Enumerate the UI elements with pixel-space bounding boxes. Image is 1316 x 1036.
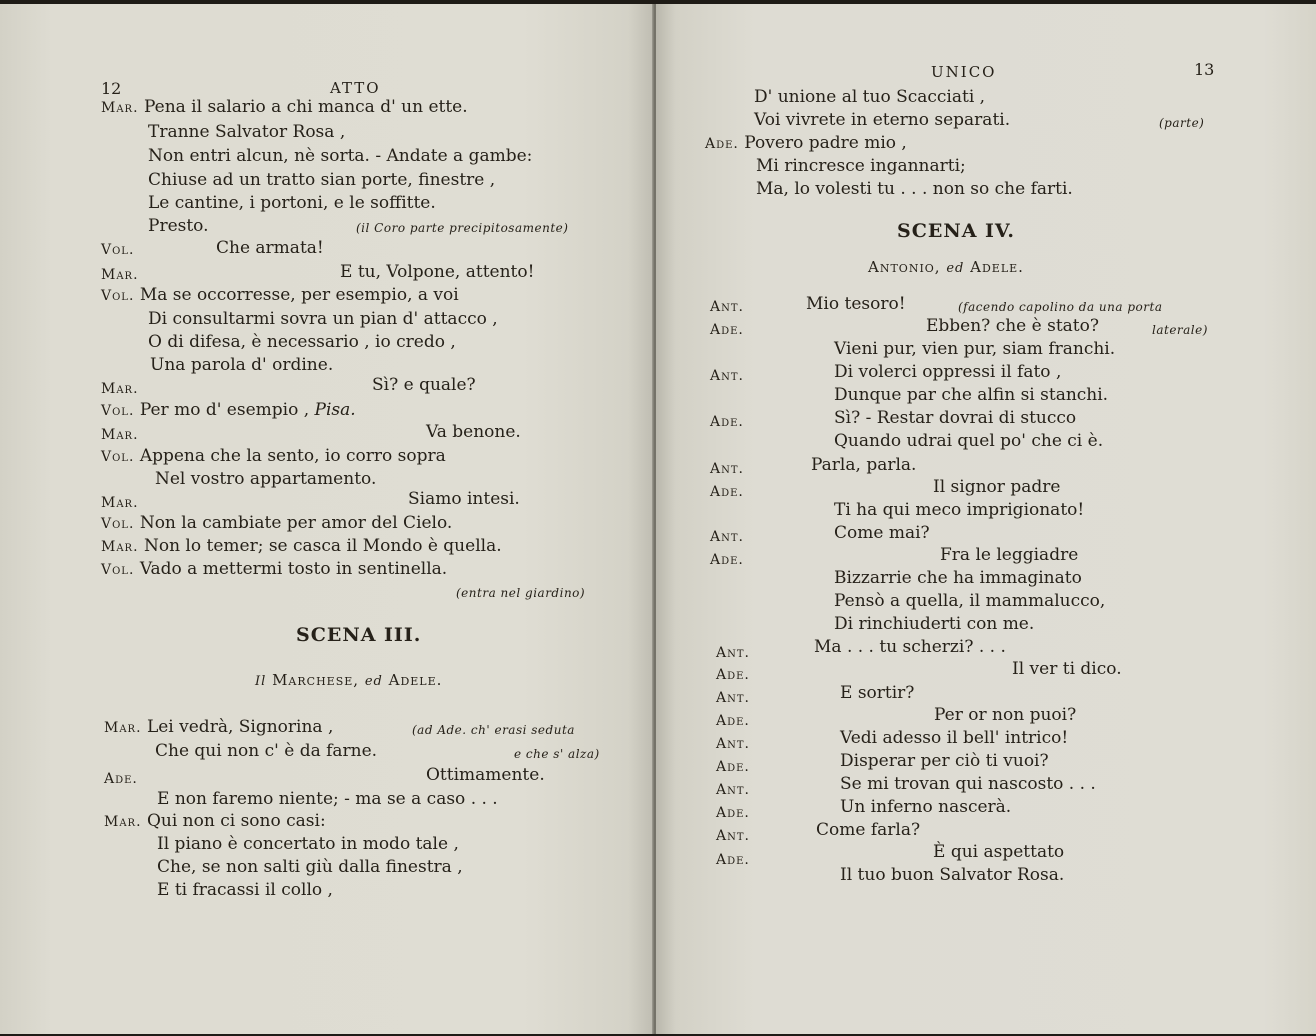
page-number: 12 (101, 79, 122, 98)
verse-line: Come mai? (834, 523, 930, 543)
verse-line: Vol. Appena che la sento, io corro sopra (101, 446, 446, 466)
verse-line: E sortir? (840, 683, 915, 703)
verse-line: Il tuo buon Salvator Rosa. (840, 865, 1065, 885)
scene-cast: Il Marchese, ed Adele. (255, 671, 443, 689)
speaker-label: Ade. (716, 852, 750, 868)
verse-line: Un inferno nascerà. (840, 797, 1012, 817)
speaker-label: Ade. (716, 667, 750, 683)
verse-line: Il signor padre (933, 477, 1061, 497)
verse-line: Ade. Povero padre mio , (705, 133, 907, 153)
stage-direction: e che s' alza) (514, 747, 600, 761)
verse-line: Vol. Per mo d' esempio , Pisa. (101, 400, 356, 420)
speaker-label: Mar. (101, 267, 139, 283)
verse-line: Che, se non salti giù dalla finestra , (157, 857, 463, 877)
verse-line: Vedi adesso il bell' intrico! (840, 728, 1069, 748)
verse-line: Disperar per ciò ti vuoi? (840, 751, 1049, 771)
speaker-label: Ade. (716, 759, 750, 775)
verse-line: Ebben? che è stato? (926, 316, 1099, 336)
verse-line: Quando udrai quel po' che ci è. (834, 431, 1104, 451)
speaker-label: Ade. (716, 805, 750, 821)
speaker-label: Mar. (101, 381, 139, 397)
verse-line: Fra le leggiadre (940, 545, 1079, 565)
verse-line: Mar. Non lo temer; se casca il Mondo è quella. (101, 536, 502, 556)
right-page (656, 4, 1316, 1034)
verse-line: Mio tesoro! (806, 294, 906, 314)
verse-line: Il piano è concertato in modo tale , (157, 834, 459, 854)
verse-line: Bizzarrie che ha immaginato (834, 568, 1082, 588)
scene-cast: Antonio, ed Adele. (868, 258, 1024, 276)
verse-line: Che armata! (216, 238, 324, 258)
verse-line: Vol. Ma se occorresse, per esempio, a voi (101, 285, 459, 305)
scene-heading: SCENA III. (296, 624, 422, 646)
verse-line: Mi rincresce ingannarti; (756, 156, 966, 176)
verse-line: Vol. Non la cambiate per amor del Cielo. (101, 513, 453, 533)
verse-line: Ottimamente. (426, 765, 545, 785)
speaker-label: Ant. (716, 828, 750, 844)
verse-line: Ma . . . tu scherzi? . . . (814, 637, 1006, 657)
speaker-label: Mar. (101, 427, 139, 443)
stage-direction: (parte) (1159, 116, 1205, 130)
verse-line: O di difesa, è necessario , io credo , (148, 332, 456, 352)
verse-line: Ti ha qui meco imprigionato! (834, 500, 1085, 520)
stage-direction: laterale) (1152, 323, 1208, 337)
verse-line: Parla, parla. (811, 455, 917, 475)
verse-line: Siamo intesi. (408, 489, 520, 509)
verse-line: Le cantine, i portoni, e le soffitte. (148, 193, 436, 213)
verse-line: Nel vostro appartamento. (155, 469, 377, 489)
stage-direction: (il Coro parte precipitosamente) (356, 221, 569, 235)
stage-direction: (ad Ade. ch' erasi seduta (412, 723, 575, 737)
speaker-label: Ade. (710, 322, 744, 338)
speaker-label: Ant. (710, 299, 744, 315)
verse-line: Dunque par che alfin si stanchi. (834, 385, 1109, 405)
speaker-label: Ade. (710, 552, 744, 568)
speaker-label: Ant. (716, 782, 750, 798)
speaker-label: Ant. (710, 529, 744, 545)
running-head: ATTO (330, 79, 381, 97)
verse-line: Tranne Salvator Rosa , (148, 122, 346, 142)
speaker-label: Vol. (101, 242, 135, 258)
verse-line: Voi vivrete in eterno separati. (754, 110, 1011, 130)
verse-line: Sì? e quale? (372, 375, 476, 395)
verse-line: Chiuse ad un tratto sian porte, finestre , (148, 170, 496, 190)
verse-line: Di volerci oppressi il fato , (834, 362, 1062, 382)
verse-line: Pensò a quella, il mammalucco, (834, 591, 1106, 611)
verse-line: Mar. Lei vedrà, Signorina , (104, 717, 334, 737)
running-head: UNICO (931, 63, 997, 81)
verse-line: Di rinchiuderti con me. (834, 614, 1035, 634)
stage-direction: (facendo capolino da una porta (958, 300, 1163, 314)
speaker-label: Ade. (710, 484, 744, 500)
speaker-label: Mar. (101, 495, 139, 511)
verse-line: Di consultarmi sovra un pian d' attacco , (148, 309, 498, 329)
verse-line: Presto. (148, 216, 209, 236)
verse-line: E tu, Volpone, attento! (340, 262, 535, 282)
verse-line: Ma, lo volesti tu . . . non so che farti. (756, 179, 1073, 199)
verse-line: Vieni pur, vien pur, siam franchi. (834, 339, 1116, 359)
verse-line: Sì? - Restar dovrai di stucco (834, 408, 1077, 428)
scene-heading: SCENA IV. (897, 220, 1015, 242)
verse-line: Che qui non c' è da farne. (155, 741, 378, 761)
left-page (0, 4, 654, 1034)
page-number: 13 (1194, 60, 1215, 79)
speaker-label: Ant. (716, 690, 750, 706)
verse-line: Se mi trovan qui nascosto . . . (840, 774, 1096, 794)
speaker-label: Ade. (716, 713, 750, 729)
stage-direction: (entra nel giardino) (456, 586, 586, 600)
speaker-label: Ant. (716, 645, 750, 661)
verse-line: Come farla? (816, 820, 921, 840)
speaker-label: Ant. (710, 368, 744, 384)
verse-line: È qui aspettato (933, 842, 1065, 862)
speaker-label: Ant. (710, 461, 744, 477)
verse-line: Una parola d' ordine. (150, 355, 334, 375)
verse-line: Mar. Qui non ci sono casi: (104, 811, 326, 831)
verse-line: Per or non puoi? (934, 705, 1077, 725)
verse-line: Non entri alcun, nè sorta. - Andate a gambe: (148, 146, 533, 166)
speaker-label: Ade. (710, 414, 744, 430)
verse-line: Il ver ti dico. (1012, 659, 1122, 679)
verse-line: E non faremo niente; - ma se a caso . . . (157, 789, 498, 809)
verse-line: Vol. Vado a mettermi tosto in sentinella. (101, 559, 448, 579)
verse-line: Va benone. (426, 422, 521, 442)
verse-line: Mar. Pena il salario a chi manca d' un ette. (101, 97, 468, 117)
verse-line: E ti fracassi il collo , (157, 880, 333, 900)
verse-line: D' unione al tuo Scacciati , (754, 87, 986, 107)
speaker-label: Ant. (716, 736, 750, 752)
speaker-label: Ade. (104, 771, 138, 787)
